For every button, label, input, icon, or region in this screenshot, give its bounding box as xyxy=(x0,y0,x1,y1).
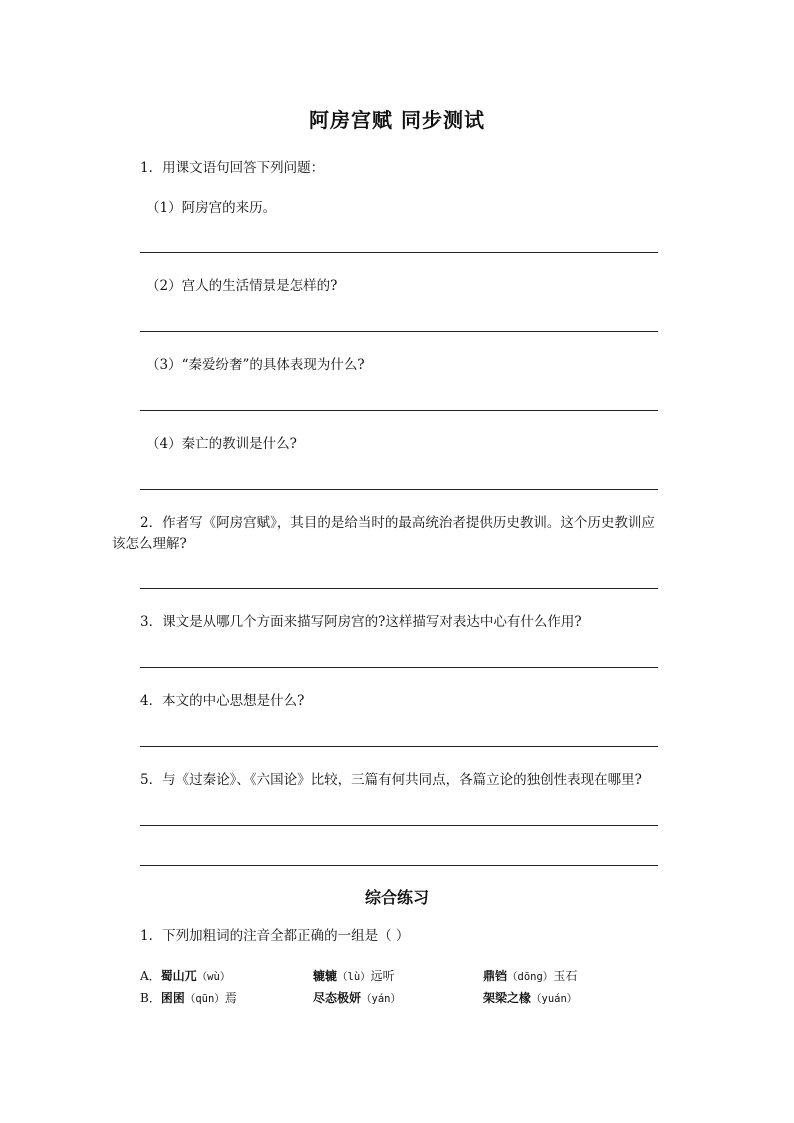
question-5: 5．与《过秦论》、《六国论》比较，三篇有何共同点，各篇立论的独创性表现在哪里? xyxy=(140,772,642,788)
answer-line xyxy=(140,825,658,826)
option-a xyxy=(140,967,230,986)
option-a-item-3 xyxy=(483,967,577,986)
answer-line xyxy=(140,410,658,411)
question-1-sub-4: （4）秦亡的教训是什么? xyxy=(146,436,297,452)
option-label: A． xyxy=(140,969,161,983)
bold-word: 架梁之椽 xyxy=(483,991,532,1005)
answer-line xyxy=(140,588,658,589)
answer-line xyxy=(140,331,658,332)
bold-word: 囷囷 xyxy=(160,991,185,1005)
bold-word: 鼎铛 xyxy=(483,969,508,983)
document-title: 阿房宫赋 同步测试 xyxy=(309,108,485,132)
answer-line xyxy=(140,746,658,747)
bold-word: 尽态极妍 xyxy=(313,991,362,1005)
exercise-1-prompt: 1．下列加粗词的注音全都正确的一组是（ ） xyxy=(140,928,410,944)
plain-text: 远听 xyxy=(370,969,395,983)
answer-line xyxy=(140,865,658,866)
question-3: 3．课文是从哪几个方面来描写阿房宫的?这样描写对表达中心有什么作用? xyxy=(140,614,582,630)
option-a-item-2 xyxy=(313,967,395,986)
question-2-line-1: 2．作者写《阿房宫赋》，其目的是给当时的最高统治者提供历史教训。这个历史教训应 xyxy=(140,515,655,531)
section-title: 综合练习 xyxy=(364,888,429,907)
question-1-sub-2: （2）宫人的生活情景是怎样的? xyxy=(146,278,338,294)
pinyin: （lù） xyxy=(337,971,371,983)
pinyin: （wù） xyxy=(196,971,231,983)
option-b xyxy=(140,989,237,1008)
pinyin: （qūn） xyxy=(184,993,225,1005)
pinyin: （dōng） xyxy=(507,971,554,983)
pinyin: （yuán） xyxy=(531,993,578,1005)
plain-text: 焉 xyxy=(224,991,237,1005)
pinyin: （yán） xyxy=(361,993,401,1005)
question-1-sub-1: （1）阿房宫的来历。 xyxy=(146,200,277,216)
question-4: 4．本文的中心思想是什么? xyxy=(140,693,305,709)
option-label: B． xyxy=(140,991,161,1005)
option-b-item-2 xyxy=(313,989,401,1008)
bold-word: 蜀山兀 xyxy=(160,969,197,983)
question-2-line-2: 该怎么理解? xyxy=(112,536,187,552)
bold-word: 辘辘 xyxy=(313,969,338,983)
answer-line xyxy=(140,667,658,668)
option-b-item-3 xyxy=(483,989,577,1008)
answer-line xyxy=(140,252,658,253)
answer-line xyxy=(140,489,658,490)
plain-text: 玉石 xyxy=(553,969,578,983)
question-1-prompt: 1．用课文语句回答下列问题： xyxy=(140,160,325,176)
question-1-sub-3: （3）“秦爱纷奢”的具体表现为什么? xyxy=(146,357,365,373)
